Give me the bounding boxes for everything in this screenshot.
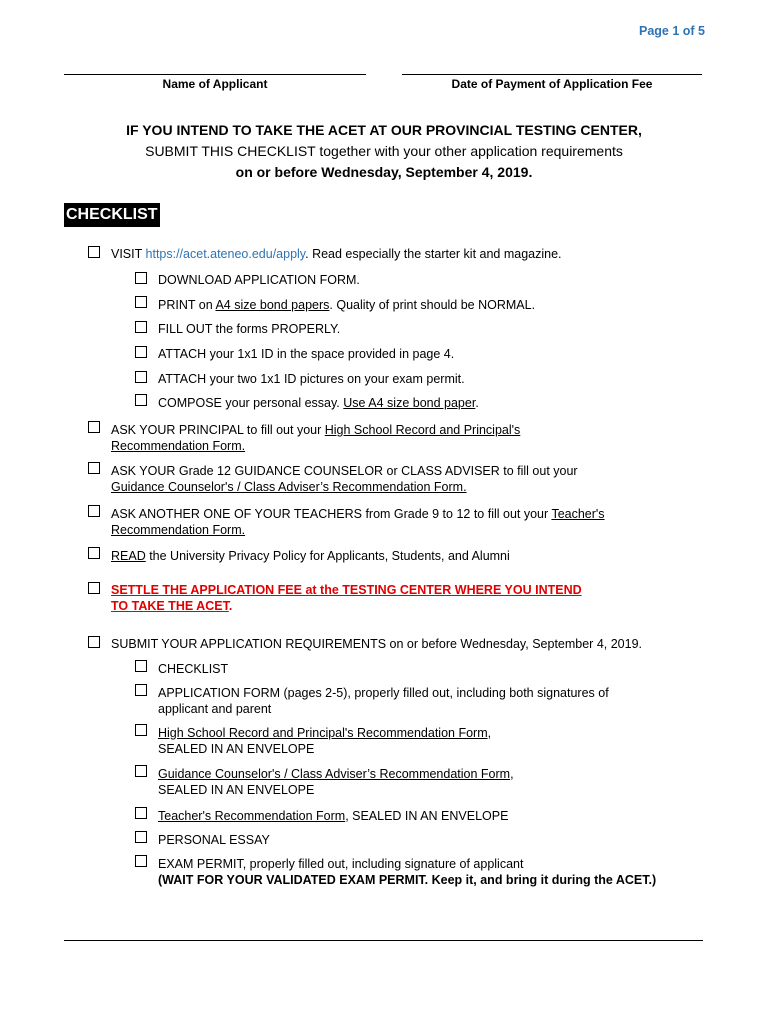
checkbox-print[interactable] bbox=[135, 296, 147, 308]
item-submit: SUBMIT YOUR APPLICATION REQUIREMENTS on or before Wednesday, September 4, 2019. bbox=[111, 637, 642, 651]
checkbox-sub-essay[interactable] bbox=[135, 831, 147, 843]
heading-line-2: SUBMIT THIS CHECKLIST together with your other application requirements bbox=[145, 143, 623, 159]
checkbox-sub-hs-record[interactable] bbox=[135, 724, 147, 736]
item-sub-hs-record: High School Record and Principal's Recommendation Form, SEALED IN AN ENVELOPE bbox=[158, 726, 492, 756]
item-sub-exam-permit: EXAM PERMIT, properly filled out, including signature of applicant (WAIT FOR YOUR VALIDATED EXAM PERMIT. Keep it, and bring it during the ACET.) bbox=[158, 857, 657, 887]
checkbox-compose[interactable] bbox=[135, 394, 147, 406]
item-sub-teacher: Teacher's Recommendation Form, SEALED IN AN ENVELOPE bbox=[158, 809, 509, 823]
item-sub-application-form: APPLICATION FORM (pages 2-5), properly filled out, including both signatures of applicant and parent bbox=[158, 686, 609, 716]
item-attach-pictures: ATTACH your two 1x1 ID pictures on your exam permit. bbox=[158, 372, 465, 386]
checkbox-visit[interactable] bbox=[88, 246, 100, 258]
checkbox-attach-pictures[interactable] bbox=[135, 371, 147, 383]
item-print: PRINT on A4 size bond papers. Quality of print should be NORMAL. bbox=[158, 298, 536, 312]
checkbox-teacher[interactable] bbox=[88, 505, 100, 517]
checkbox-settle-fee[interactable] bbox=[88, 582, 100, 594]
checkbox-read-privacy[interactable] bbox=[88, 547, 100, 559]
acet-apply-link[interactable]: https://acet.ateneo.edu/apply bbox=[145, 247, 306, 261]
item-visit: VISIT https://acet.ateneo.edu/apply. Read especially the starter kit and magazine. bbox=[111, 247, 562, 261]
checkbox-fill-out[interactable] bbox=[135, 321, 147, 333]
checkbox-sub-exam-permit[interactable] bbox=[135, 855, 147, 867]
checkbox-download[interactable] bbox=[135, 272, 147, 284]
checkbox-principal[interactable] bbox=[88, 421, 100, 433]
item-read-privacy: READ the University Privacy Policy for Applicants, Students, and Alumni bbox=[111, 549, 510, 563]
page-number: Page 1 of 5 bbox=[639, 24, 705, 38]
item-settle-fee: SETTLE THE APPLICATION FEE at the TESTING CENTER WHERE YOU INTEND TO TAKE THE ACET. bbox=[111, 583, 582, 613]
bottom-rule bbox=[64, 940, 703, 941]
item-sub-guidance: Guidance Counselor's / Class Adviser’s Recommendation Form, SEALED IN AN ENVELOPE bbox=[158, 767, 514, 797]
item-fill-out: FILL OUT the forms PROPERLY. bbox=[158, 322, 341, 336]
checkbox-sub-teacher[interactable] bbox=[135, 807, 147, 819]
name-of-applicant-label: Name of Applicant bbox=[162, 77, 268, 91]
date-signature-line bbox=[402, 74, 702, 75]
checkbox-sub-application-form[interactable] bbox=[135, 684, 147, 696]
checkbox-attach-id[interactable] bbox=[135, 346, 147, 358]
checkbox-submit[interactable] bbox=[88, 636, 100, 648]
item-counselor: ASK YOUR Grade 12 GUIDANCE COUNSELOR or CLASS ADVISER to fill out your Guidance Counselor's / Class Adviser’s Recommendation Form. bbox=[111, 464, 578, 494]
item-compose: COMPOSE your personal essay. Use A4 size bond paper. bbox=[158, 396, 479, 410]
name-signature-line bbox=[64, 74, 366, 75]
item-teacher: ASK ANOTHER ONE OF YOUR TEACHERS from Grade 9 to 12 to fill out your Teacher's Recommendation Form. bbox=[111, 507, 605, 537]
item-download: DOWNLOAD APPLICATION FORM. bbox=[158, 273, 360, 287]
checkbox-counselor[interactable] bbox=[88, 462, 100, 474]
item-attach-id: ATTACH your 1x1 ID in the space provided in page 4. bbox=[158, 347, 455, 361]
checkbox-sub-guidance[interactable] bbox=[135, 765, 147, 777]
checkbox-sub-checklist[interactable] bbox=[135, 660, 147, 672]
item-sub-checklist: CHECKLIST bbox=[158, 662, 229, 676]
item-principal: ASK YOUR PRINCIPAL to fill out your High School Record and Principal's Recommendation Form. bbox=[111, 423, 521, 453]
heading-line-1: IF YOU INTEND TO TAKE THE ACET AT OUR PROVINCIAL TESTING CENTER, bbox=[126, 122, 642, 138]
item-sub-essay: PERSONAL ESSAY bbox=[158, 833, 270, 847]
date-of-payment-label: Date of Payment of Application Fee bbox=[451, 77, 653, 91]
checklist-title: CHECKLIST bbox=[64, 203, 160, 227]
heading-line-3: on or before Wednesday, September 4, 2019. bbox=[235, 164, 533, 180]
